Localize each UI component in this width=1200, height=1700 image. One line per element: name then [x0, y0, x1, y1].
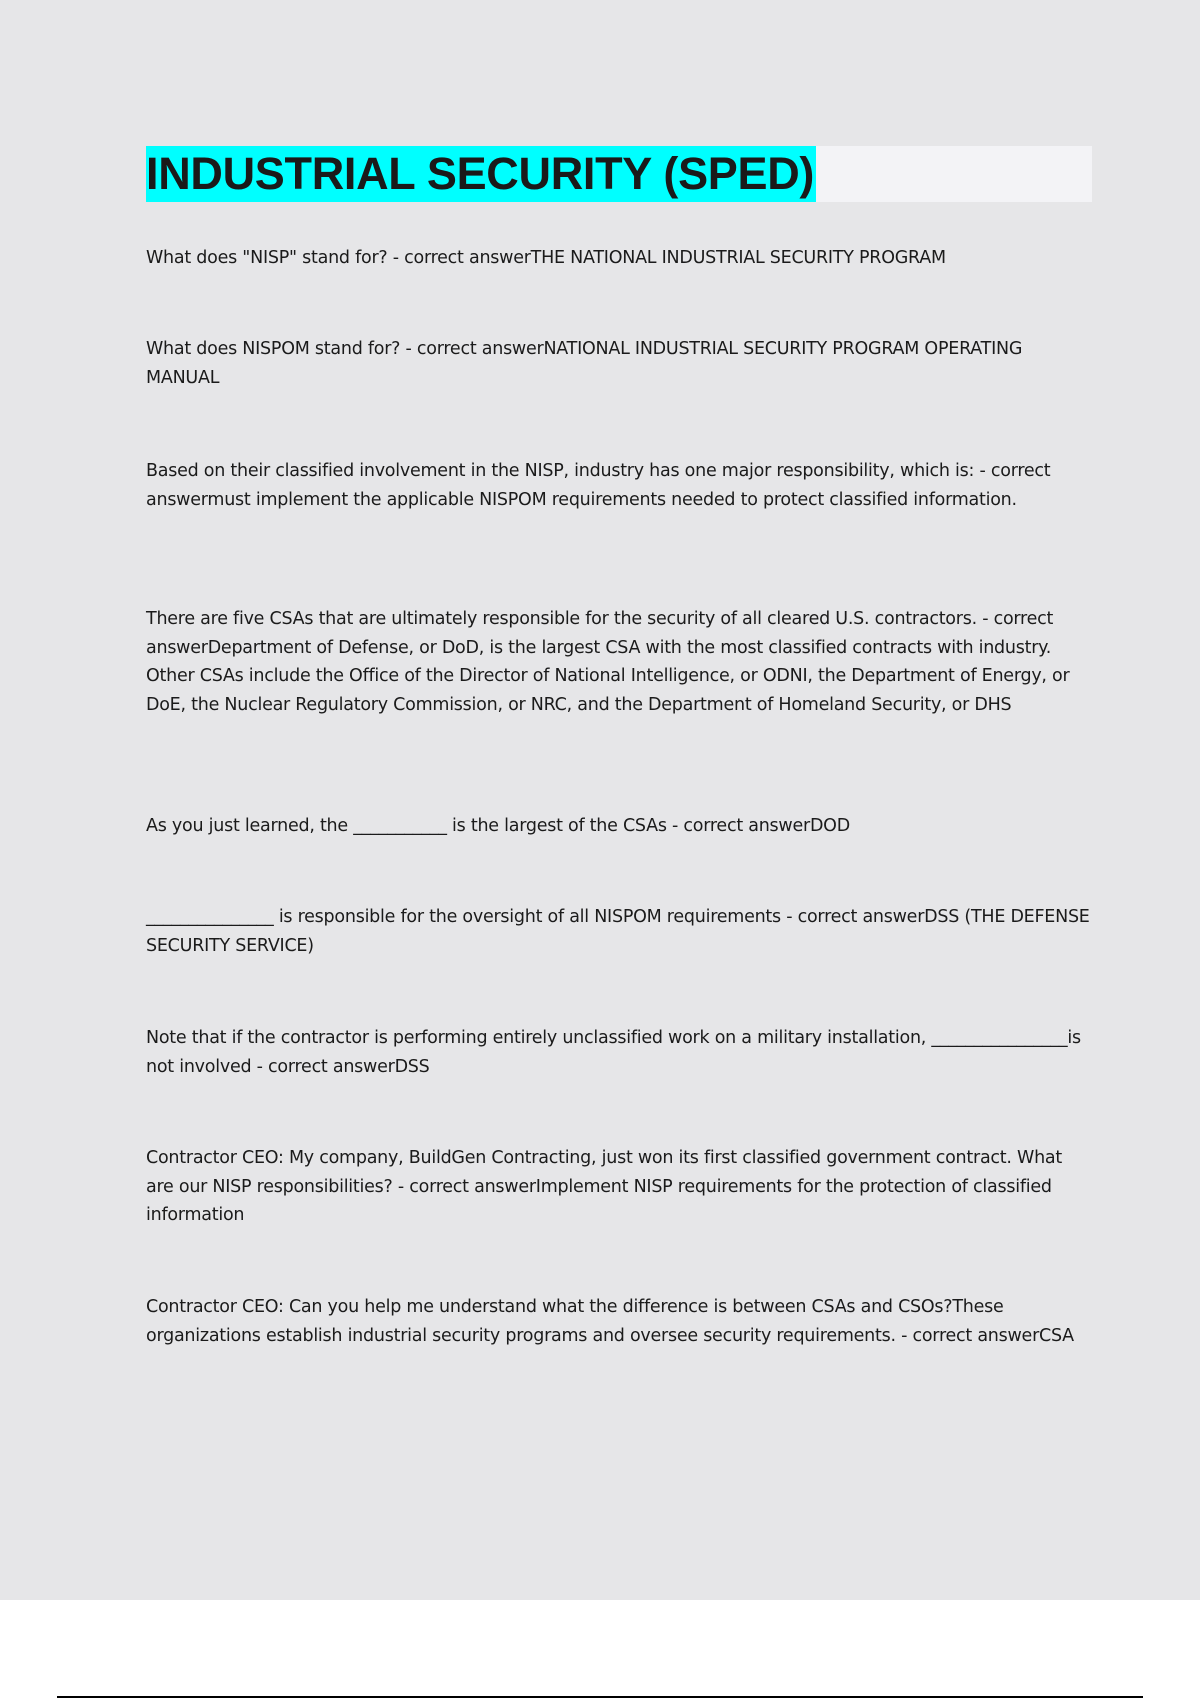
- qa-entry: Based on their classified involvement in the NISP, industry has one major responsibility, which is: - correct answermust implement the applicable NISPOM requirements needed to protect classified information.: [146, 461, 1051, 510]
- qa-entry: Contractor CEO: Can you help me understand what the difference is between CSAs and CSOs?These organizations establish industrial security programs and oversee security requirements. - correct answerCSA: [146, 1297, 1074, 1346]
- qa-entry: Contractor CEO: My company, BuildGen Contracting, just won its first classified government contract. What are our NISP responsibilities? - correct answerImplement NISP requirements for the protection of classified information: [146, 1148, 1063, 1225]
- qa-entry: What does "NISP" stand for? - correct answerTHE NATIONAL INDUSTRIAL SECURITY PROGRAM: [146, 248, 946, 268]
- footer-divider: [57, 1696, 1143, 1698]
- qa-entry: As you just learned, the ___________ is the largest of the CSAs - correct answerDOD: [146, 816, 850, 836]
- qa-entry: _______________ is responsible for the oversight of all NISPOM requirements - correct answerDSS (THE DEFENSE SECURITY SERVICE): [146, 907, 1090, 956]
- qa-entry: Note that if the contractor is performing entirely unclassified work on a military installation, ________________is not involved - correct answerDSS: [146, 1028, 1081, 1077]
- document-title: INDUSTRIAL SECURITY (SPED): [146, 146, 816, 202]
- qa-entry: What does NISPOM stand for? - correct answerNATIONAL INDUSTRIAL SECURITY PROGRAM OPERATING MANUAL: [146, 339, 1023, 388]
- qa-entry: There are five CSAs that are ultimately responsible for the security of all cleared U.S. contractors. - correct answerDepartment of Defense, or DoD, is the largest CSA with the most classified contracts with industry. Other CSAs include the Office of the Director of National Intelligence, or ODNI, the Department of Energy, or DoE, the Nuclear Regulatory Commission, or NRC, and the Department of Homeland Security, or DHS: [146, 609, 1070, 715]
